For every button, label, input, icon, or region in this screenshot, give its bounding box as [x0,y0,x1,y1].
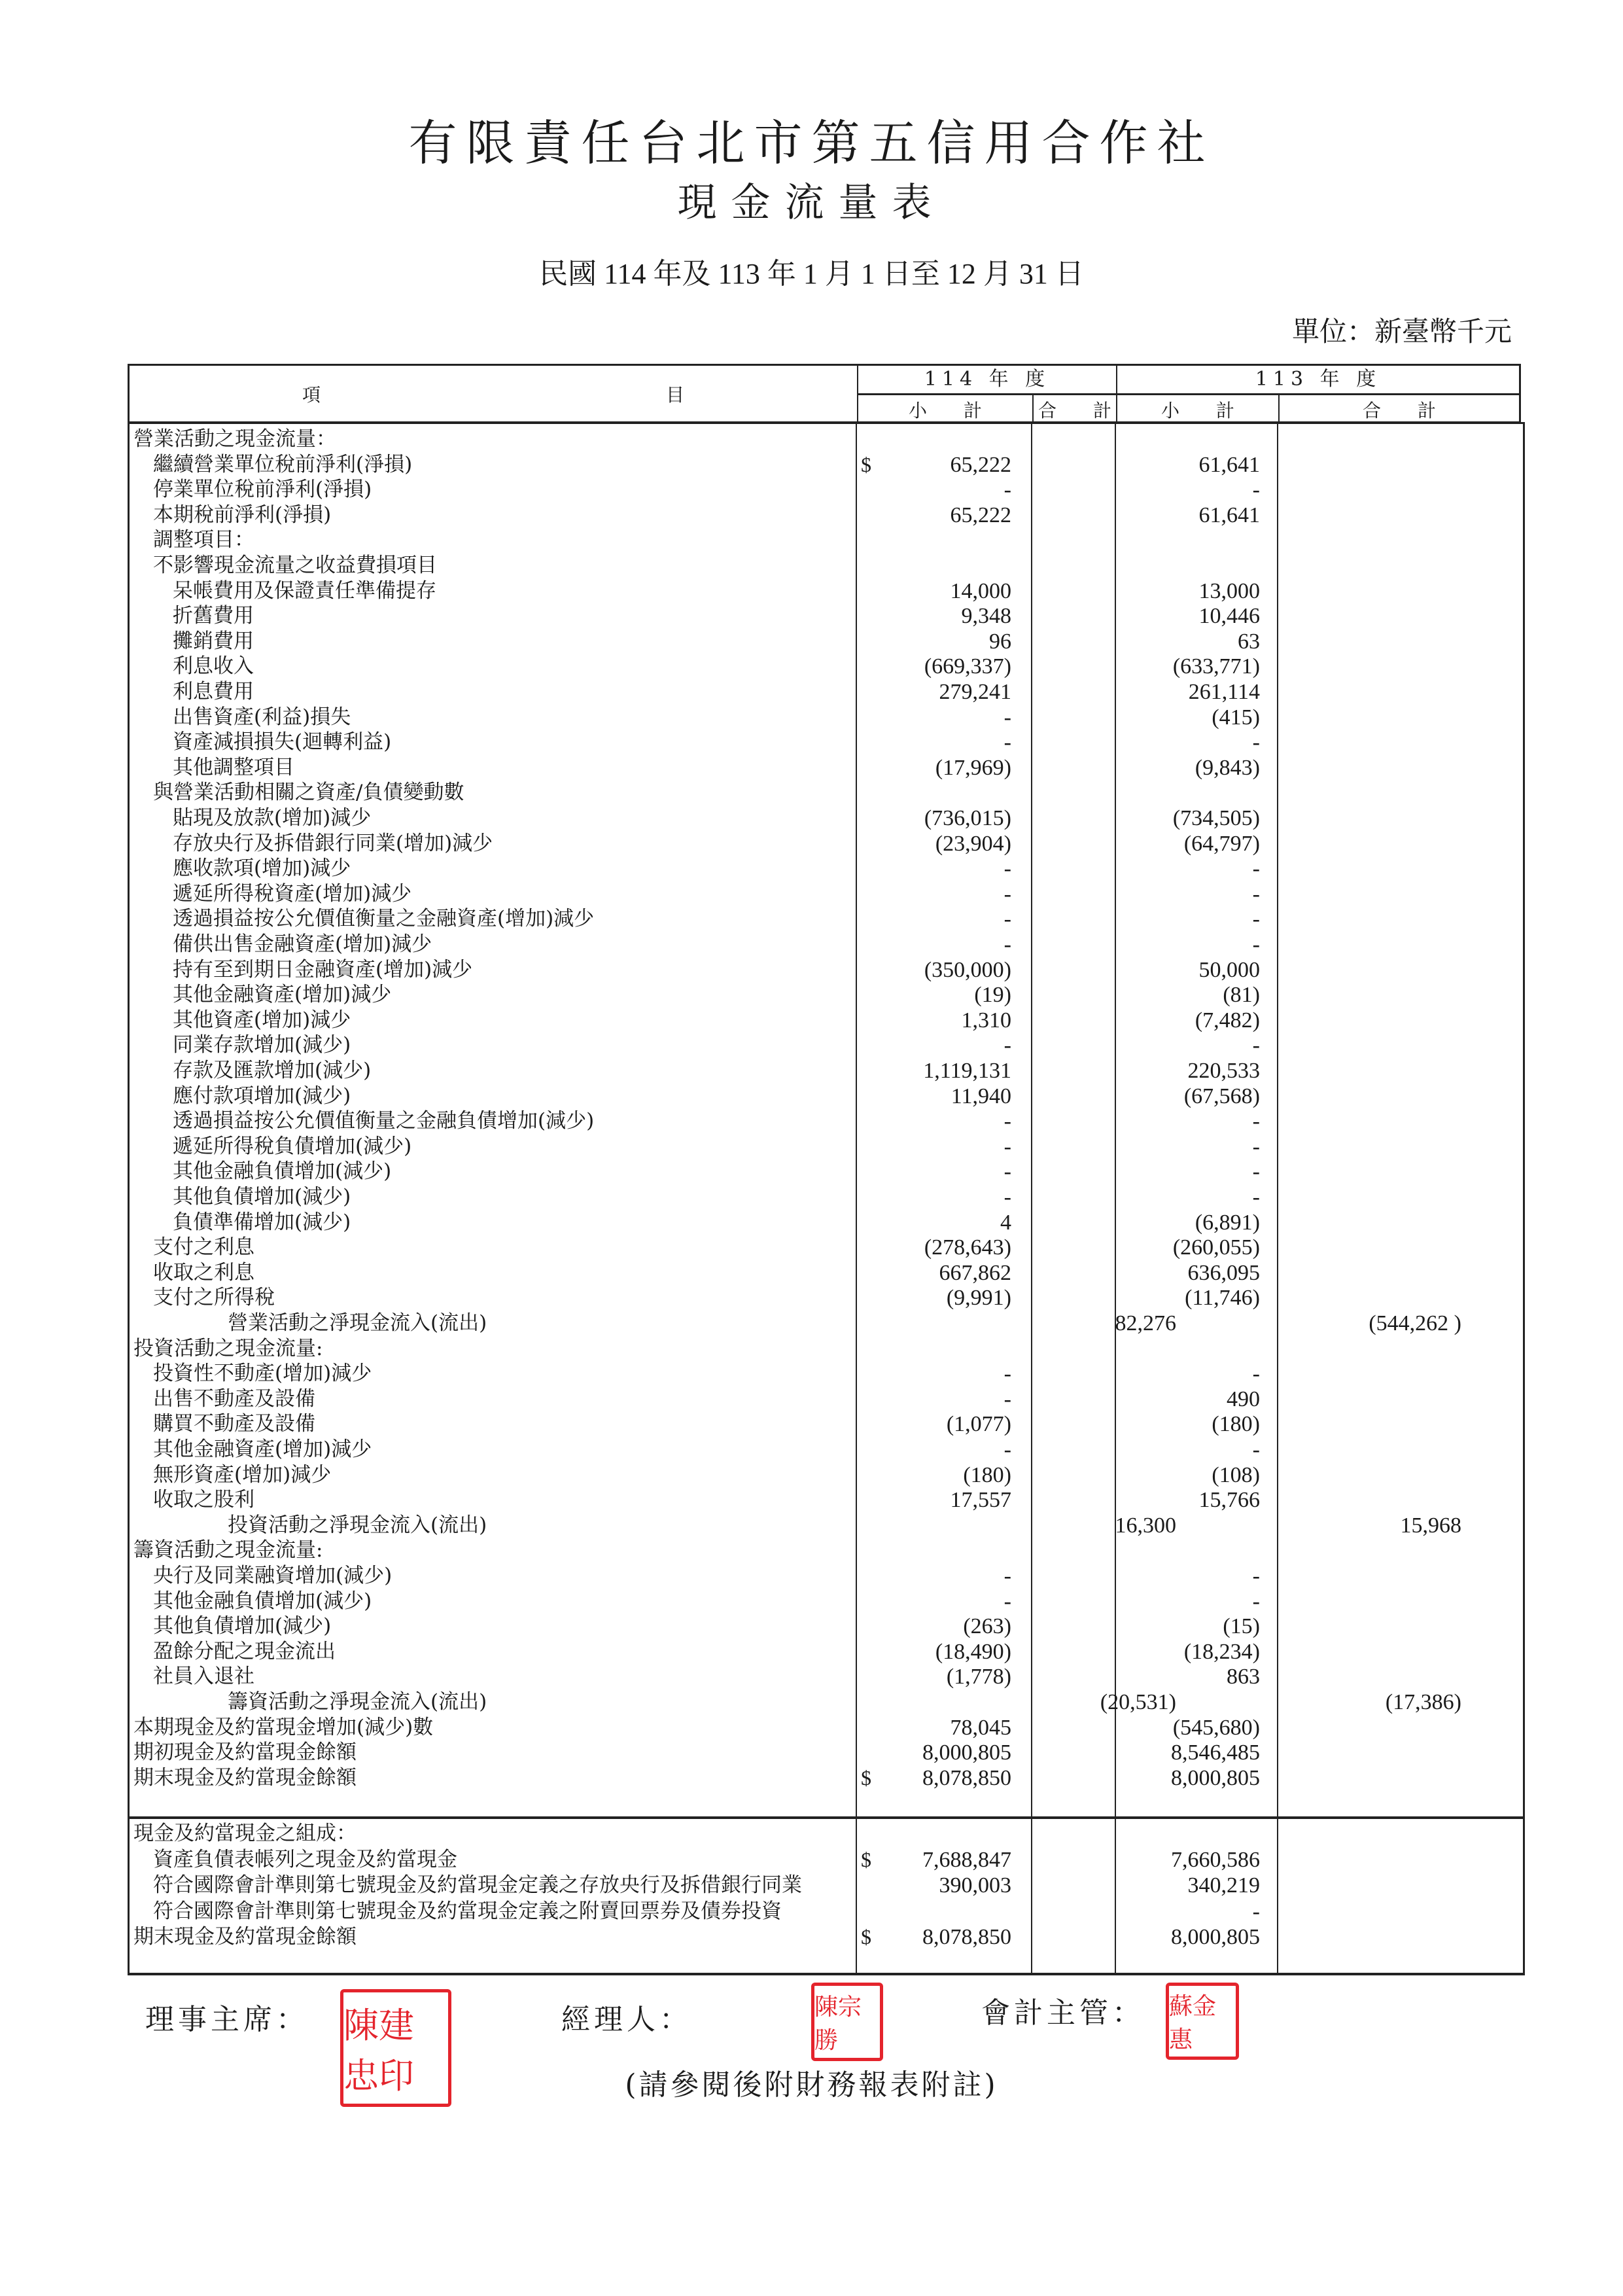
table-row [130,1664,1523,1689]
current-subtotal-cell: - [1003,705,1011,730]
row-label: 現金及約當現金之組成： [133,1822,357,1845]
prior-subtotal-cell: 490 [1227,1386,1260,1411]
table-row [130,932,1523,957]
table-row [130,1462,1523,1488]
current-total-cell: 82,276 [1115,1311,1176,1335]
prior-subtotal-cell: (9,843) [1195,755,1260,780]
table-row [130,1084,1523,1109]
table-row [130,1437,1523,1462]
row-label: 調整項目： [153,528,254,552]
table-row [130,503,1523,528]
row-label: 持有至到期日金融資產(增加)減少 [173,957,473,981]
prior-subtotal-cell: 63 [1238,629,1260,654]
current-subtotal-cell: (669,337) [924,654,1011,679]
prior-subtotal-cell: - [1252,1362,1260,1386]
chairman-label: 理事主席： [145,2003,309,2036]
row-label: 透過損益按公允價值衡量之金融資產(增加)減少 [173,907,595,931]
current-subtotal-cell: - [1003,907,1011,932]
current-subtotal-cell: 8,000,805 [922,1740,1011,1765]
current-subtotal-cell: - [1003,478,1011,503]
row-label: 遞延所得稅資產(增加)減少 [173,881,412,906]
prior-subtotal-cell: 50,000 [1198,957,1260,982]
row-label: 出售不動產及設備 [153,1386,315,1411]
table-row [130,1899,1523,1924]
table-row [130,906,1523,932]
row-label: 本期稅前淨利(淨損) [153,503,332,527]
cash-composition-table [128,1816,1525,1975]
prior-subtotal-cell: 8,546,485 [1171,1740,1260,1765]
row-label: 投資性不動產(增加)減少 [153,1362,372,1386]
table-row [130,1924,1523,1950]
row-label: 利息費用 [173,680,254,703]
current-subtotal-cell: 1,310 [961,1008,1011,1033]
prior-subtotal-cell: 10,446 [1198,604,1260,629]
row-label: 存款及匯款增加(減少) [173,1059,372,1082]
dollar-sign: $ [861,1847,871,1871]
current-subtotal-cell: 65,222 [950,503,1011,527]
table-row [130,1639,1523,1665]
prior-subtotal-cell: - [1252,1185,1260,1209]
row-label: 其他金融資產(增加)減少 [173,983,392,1007]
current-subtotal-cell: - [1003,857,1011,881]
current-subtotal-cell: (23,904) [935,831,1011,856]
current-subtotal-cell: 9,348 [961,604,1011,629]
year-prior-header: 113 年 度 [1117,366,1519,395]
row-label: 應收款項(增加)減少 [173,857,351,881]
prior-subtotal-cell: 261,114 [1188,680,1260,704]
row-label: 應付款項增加(減少) [173,1084,351,1108]
row-label: 出售資產(利益)損失 [173,705,351,729]
table-row [130,1108,1523,1134]
current-subtotal-cell: (19) [974,983,1011,1008]
prior-subtotal-cell: 220,533 [1187,1059,1260,1083]
prior-subtotal-cell: - [1252,1033,1260,1058]
dollar-sign: $ [861,1765,871,1790]
prior-subtotal-cell: - [1252,1438,1260,1462]
row-label: 社員入退社 [153,1665,254,1689]
prior-subtotal-cell: (81) [1223,983,1260,1008]
prior-subtotal-cell: 7,660,586 [1171,1847,1260,1872]
table-row [130,1285,1523,1311]
current-subtotal-cell: - [1003,1564,1011,1588]
current-subtotal-cell: 1,119,131 [923,1059,1011,1083]
table-row [130,654,1523,679]
row-label: 期末現金及約當現金餘額 [133,1765,357,1790]
current-total-cell: 16,300 [1115,1513,1176,1538]
cur-total-header: 合 計 [1038,400,1111,421]
current-subtotal-cell: - [1003,1159,1011,1184]
table-row [130,1008,1523,1033]
prior-subtotal-cell: (64,797) [1183,831,1260,856]
prior-subtotal-cell: - [1252,932,1260,957]
prior-subtotal-cell: 61,641 [1198,452,1260,477]
current-subtotal-cell: - [1003,1362,1011,1386]
current-subtotal-cell: 8,078,850 [922,1925,1011,1949]
prior-subtotal-cell: - [1252,478,1260,503]
table-row [130,629,1523,654]
prior-subtotal-cell: - [1252,1589,1260,1614]
item-header-left: 項 [302,383,321,406]
prior-total-cell: (544,262 ) [1369,1311,1461,1335]
row-label: 繼續營業單位稅前淨利(淨損) [153,452,413,476]
table-row [130,1386,1523,1412]
row-label: 籌資活動之現金流量: [133,1538,323,1563]
table-row [130,957,1523,983]
current-subtotal-cell: (736,015) [924,806,1011,830]
row-label: 與營業活動相關之資產/負債變動數 [153,781,464,805]
current-subtotal-cell: - [1003,1033,1011,1058]
table-row [130,452,1523,478]
row-label: 其他調整項目 [173,755,294,779]
current-subtotal-cell: (1,778) [946,1665,1011,1689]
item-header-right: 目 [665,383,684,406]
table-row [130,527,1523,553]
table-row [130,1311,1523,1336]
current-subtotal-cell: (263) [963,1614,1011,1639]
table-row [130,1336,1523,1362]
table-row [130,1184,1523,1210]
row-label: 籌資活動之淨現金流入(流出) [228,1690,487,1714]
row-label: 其他金融資產(增加)減少 [153,1438,372,1461]
current-subtotal-cell: - [1003,1134,1011,1159]
row-label: 其他金融負債增加(減少) [153,1589,372,1613]
prior-total-cell: (17,386) [1385,1690,1461,1714]
row-label: 折舊費用 [173,604,254,628]
footnote: (請參閱後附財務報表附註) [625,2068,998,2102]
row-label: 營業活動之現金流量： [133,427,336,451]
row-label: 收取之股利 [153,1488,254,1512]
document-title: 現金流量表 [677,180,946,226]
table-row [130,578,1523,604]
prior-subtotal-cell: - [1252,881,1260,906]
row-label: 同業存款增加(減少) [173,1033,351,1057]
prior-subtotal-cell: (260,055) [1172,1235,1260,1260]
prior-total-cell: 15,968 [1400,1513,1461,1538]
cur-subtotal-header: 小 計 [908,400,982,421]
row-label: 本期現金及約當現金增加(減少)數 [133,1715,434,1739]
row-label: 其他金融負債增加(減少) [173,1159,392,1184]
current-subtotal-cell: 4 [1000,1210,1011,1235]
row-label: 其他資產(增加)減少 [173,1008,351,1032]
current-subtotal-cell: (1,077) [946,1412,1011,1437]
table-row [130,805,1523,831]
current-subtotal-cell: 14,000 [950,578,1011,603]
current-subtotal-cell: 279,241 [939,680,1011,704]
table-row [130,1847,1523,1873]
prior-subtotal-cell: (180) [1212,1412,1260,1437]
current-subtotal-cell: 78,045 [950,1715,1011,1740]
row-label: 無形資產(增加)減少 [153,1462,332,1487]
organization-name: 有限責任台北市第五信用合作社 [408,115,1215,171]
prior-subtotal-cell: (415) [1212,705,1260,730]
row-label: 支付之利息 [153,1235,254,1260]
row-label: 停業單位稅前淨利(淨損) [153,478,372,502]
row-label: 透過損益按公允價值衡量之金融負債增加(減少) [173,1109,595,1133]
prior-subtotal-cell: (6,891) [1195,1210,1260,1235]
current-subtotal-cell: (18,490) [935,1639,1011,1664]
row-label: 投資活動之現金流量: [133,1336,323,1360]
table-row [130,1614,1523,1639]
currency-unit: 單位：新臺幣千元 [1291,315,1512,347]
table-row [130,1487,1523,1513]
current-subtotal-cell: - [1003,881,1011,906]
table-row [130,831,1523,857]
table-header [128,364,1521,424]
prior-subtotal-cell: - [1252,1109,1260,1134]
report-period: 民國 114 年及 113 年 1 月 1 日至 12 月 31 日 [539,258,1084,290]
table-row [130,982,1523,1008]
row-label: 資產減損損失(迴轉利益) [173,730,392,754]
prior-subtotal-cell: - [1252,1899,1260,1924]
current-subtotal-cell: 667,862 [939,1260,1011,1285]
table-row [130,603,1523,629]
prior-subtotal-cell: (18,234) [1183,1639,1260,1664]
cash-flow-table-body [128,422,1525,1819]
row-label: 負債準備增加(減少) [173,1210,351,1234]
row-label: 備供出售金融資產(增加)減少 [173,932,432,956]
prior-subtotal-cell: 8,000,805 [1171,1765,1260,1790]
table-row [130,1740,1523,1765]
prior-subtotal-cell: 863 [1227,1665,1260,1689]
year-current-header: 114 年 度 [858,366,1116,395]
row-label: 資產負債表帳列之現金及約當現金 [153,1847,457,1871]
row-label: 其他負債增加(減少) [153,1614,332,1638]
row-label: 期末現金及約當現金餘額 [133,1925,357,1949]
prior-subtotal-cell: - [1252,857,1260,881]
table-row [130,881,1523,907]
current-subtotal-cell: (350,000) [924,957,1011,982]
current-total-cell: (20,531) [1100,1690,1176,1714]
current-subtotal-cell: - [1003,1589,1011,1614]
table-row [130,755,1523,781]
table-row [130,1260,1523,1286]
table-row [130,477,1523,503]
chairman-seal: 陳建忠印 [340,1989,451,2107]
prior-subtotal-cell: (11,746) [1185,1286,1260,1311]
row-label: 支付之所得稅 [153,1286,275,1310]
current-subtotal-cell: - [1003,730,1011,755]
prior-subtotal-cell: (633,771) [1172,654,1260,679]
table-row [130,553,1523,578]
table-row [130,1134,1523,1159]
manager-label: 經理人： [561,2003,692,2036]
prior-total-header: 合 計 [1362,400,1436,421]
table-row [130,1715,1523,1740]
dollar-sign: $ [861,1925,871,1949]
table-row [130,856,1523,881]
prior-subtotal-cell: - [1252,1564,1260,1588]
current-subtotal-cell: - [1003,1185,1011,1209]
row-label: 營業活動之淨現金流入(流出) [228,1311,487,1335]
row-label: 貼現及放款(增加)減少 [173,806,372,830]
current-subtotal-cell: - [1003,1386,1011,1411]
table-row [130,1589,1523,1614]
table-row [130,427,1523,452]
table-row [130,780,1523,805]
table-row [130,705,1523,730]
current-subtotal-cell: (17,969) [935,755,1011,780]
prior-subtotal-header: 小 計 [1161,400,1234,421]
row-label: 其他負債增加(減少) [173,1185,351,1209]
current-subtotal-cell: 96 [989,629,1011,654]
row-label: 利息收入 [173,654,254,679]
row-label: 攤銷費用 [173,629,254,653]
prior-subtotal-cell: 636,095 [1187,1260,1260,1285]
prior-subtotal-cell: 13,000 [1198,578,1260,603]
row-label: 符合國際會計準則第七號現金及約當現金定義之存放央行及拆借銀行同業 [153,1873,802,1897]
table-row [130,1210,1523,1235]
current-subtotal-cell: 8,078,850 [922,1765,1011,1790]
prior-subtotal-cell: (67,568) [1183,1084,1260,1108]
row-label: 不影響現金流量之收益費損項目 [153,554,437,577]
table-row [130,1563,1523,1589]
row-label: 遞延所得稅負債增加(減少) [173,1134,412,1158]
table-row [130,1821,1523,1846]
prior-subtotal-cell: - [1252,730,1260,755]
current-subtotal-cell: (278,643) [924,1235,1011,1260]
row-label: 符合國際會計準則第七號現金及約當現金定義之附賣回票券及債券投資 [153,1899,782,1923]
current-subtotal-cell: 11,940 [951,1084,1011,1108]
prior-subtotal-cell: - [1252,1134,1260,1159]
prior-subtotal-cell: (7,482) [1195,1008,1260,1033]
current-subtotal-cell: 390,003 [939,1873,1011,1898]
table-row [130,1235,1523,1260]
row-label: 投資活動之淨現金流入(流出) [228,1513,487,1537]
current-subtotal-cell: (180) [963,1462,1011,1487]
row-label: 購買不動產及設備 [153,1412,315,1436]
row-label: 存放央行及拆借銀行同業(增加)減少 [173,831,493,855]
current-subtotal-cell: 65,222 [950,452,1011,477]
table-row [130,730,1523,755]
prior-subtotal-cell: 61,641 [1198,503,1260,527]
current-subtotal-cell: - [1003,932,1011,957]
prior-subtotal-cell: (545,680) [1172,1715,1260,1740]
current-subtotal-cell: (9,991) [946,1286,1011,1311]
table-row [130,1411,1523,1437]
table-row [130,679,1523,705]
table-row [130,1689,1523,1715]
prior-subtotal-cell: (734,505) [1172,806,1260,830]
row-label: 盈餘分配之現金流出 [153,1639,336,1663]
row-label: 央行及同業融資增加(減少) [153,1564,393,1587]
current-subtotal-cell: 7,688,847 [922,1847,1011,1872]
accountant-label: 會計主管： [981,1996,1145,2030]
table-row [130,1058,1523,1084]
table-row [130,1765,1523,1791]
current-subtotal-cell: - [1003,1438,1011,1462]
current-subtotal-cell: - [1003,1109,1011,1134]
accountant-seal: 蘇金惠 [1166,1983,1239,2060]
table-row [130,1538,1523,1563]
item-column-header [130,366,857,421]
table-row [130,1159,1523,1184]
prior-subtotal-cell: 340,219 [1187,1873,1260,1898]
prior-subtotal-cell: 15,766 [1198,1488,1260,1513]
table-row [130,1033,1523,1058]
prior-subtotal-cell: 8,000,805 [1171,1925,1260,1949]
row-label: 期初現金及約當現金餘額 [133,1740,357,1765]
row-label: 呆帳費用及保證責任準備提存 [173,578,436,603]
row-label: 收取之利息 [153,1260,254,1284]
manager-seal: 陳宗勝 [811,1983,883,2061]
table-row [130,1513,1523,1538]
prior-subtotal-cell: - [1252,1159,1260,1184]
prior-subtotal-cell: - [1252,907,1260,932]
prior-subtotal-cell: (15) [1223,1614,1260,1639]
dollar-sign: $ [861,452,871,476]
current-subtotal-cell: 17,557 [950,1488,1011,1513]
table-row [130,1361,1523,1386]
table-row [130,1873,1523,1898]
prior-subtotal-cell: (108) [1212,1462,1260,1487]
